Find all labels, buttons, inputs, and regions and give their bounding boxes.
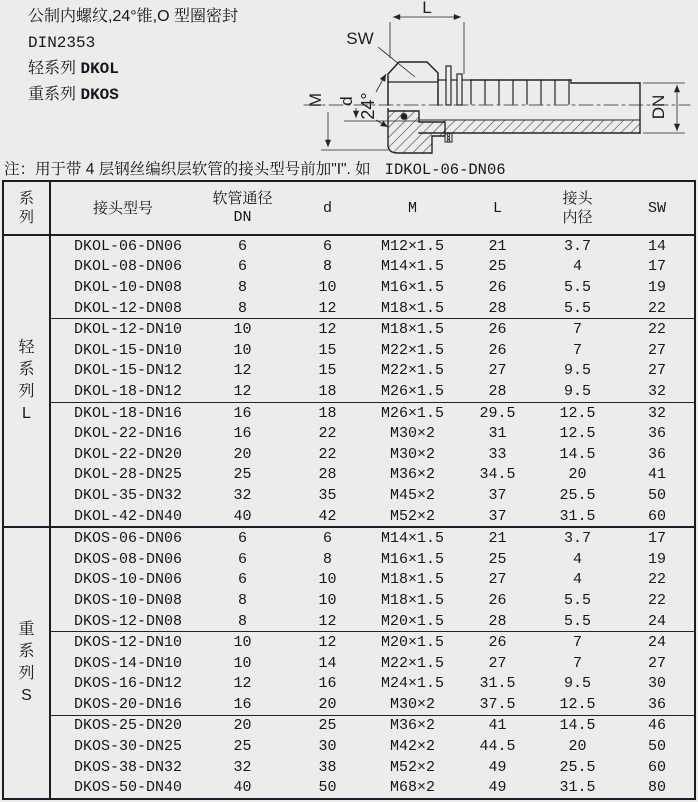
row-group xyxy=(51,528,694,631)
cell-model: DKOS-08-DN06 xyxy=(73,550,183,568)
cell-length: 37 xyxy=(488,507,507,525)
cell-thread: M18×1.5 xyxy=(380,591,444,609)
cell-model: DKOL-12-DN08 xyxy=(73,299,183,317)
cell-thread: M18×1.5 xyxy=(380,571,444,589)
cell-d: 35 xyxy=(318,486,337,504)
table-row xyxy=(51,236,694,257)
note-text: 注：用于带 4 层钢丝编织层软管的接头型号前加"I". 如 xyxy=(4,161,371,178)
cell-d: 15 xyxy=(318,341,337,359)
page-title: 公制内螺纹,24°锥,O 型圈密封 xyxy=(28,8,238,25)
cell-length: 28 xyxy=(488,382,507,400)
cell-wrench-size: 22 xyxy=(647,591,666,609)
cell-thread: M12×1.5 xyxy=(380,237,444,255)
cell-hose-bore: 10 xyxy=(233,654,252,672)
series-char: 列 xyxy=(18,665,35,683)
th-model-label: 接头型号 xyxy=(92,199,153,217)
th-series-line2: 列 xyxy=(18,209,34,226)
table-row xyxy=(51,381,694,402)
cell-inner-diameter: 25.5 xyxy=(559,486,596,504)
cell-d: 16 xyxy=(318,675,337,693)
cell-inner-diameter: 7 xyxy=(572,321,582,339)
cell-d: 8 xyxy=(322,550,332,568)
cell-wrench-size: 24 xyxy=(647,634,666,652)
cell-length: 26 xyxy=(488,341,507,359)
cell-length: 26 xyxy=(488,321,507,339)
cell-wrench-size: 14 xyxy=(647,237,666,255)
cell-thread: M26×1.5 xyxy=(380,404,444,422)
cell-wrench-size: 80 xyxy=(647,779,666,797)
th-length-label: L xyxy=(492,199,502,217)
cell-model: DKOL-10-DN08 xyxy=(73,278,183,296)
dim-label-bore: DN xyxy=(649,94,668,120)
description-block xyxy=(28,4,238,108)
cell-length: 34.5 xyxy=(479,466,516,484)
cell-d: 18 xyxy=(318,382,337,400)
cell-hose-bore: 16 xyxy=(233,425,252,443)
cell-model: DKOS-14-DN10 xyxy=(73,654,183,672)
table-section xyxy=(51,236,694,526)
cell-wrench-size: 24 xyxy=(647,612,666,630)
cell-length: 21 xyxy=(488,530,507,548)
cell-d: 6 xyxy=(322,530,332,548)
th-series-line1: 系 xyxy=(18,190,34,207)
cell-wrench-size: 19 xyxy=(647,278,666,296)
cell-wrench-size: 27 xyxy=(647,654,666,672)
th-hose-bore-line1: 软管通径 xyxy=(212,190,273,207)
cell-model: DKOS-30-DN25 xyxy=(73,738,183,756)
th-inner-diameter-line2: 内径 xyxy=(562,209,593,226)
cell-thread: M30×2 xyxy=(389,695,435,713)
table-row xyxy=(51,465,694,486)
cell-wrench-size: 27 xyxy=(647,362,666,380)
cell-hose-bore: 6 xyxy=(237,530,247,548)
th-model xyxy=(51,182,195,234)
cell-model: DKOS-06-DN06 xyxy=(73,530,183,548)
cell-length: 29.5 xyxy=(479,404,516,422)
cell-hose-bore: 12 xyxy=(233,362,252,380)
cell-model: DKOL-18-DN16 xyxy=(73,404,183,422)
cell-model: DKOS-12-DN08 xyxy=(73,612,183,630)
cell-hose-bore: 40 xyxy=(233,507,252,525)
cell-wrench-size: 22 xyxy=(647,321,666,339)
row-group xyxy=(51,318,694,401)
cell-hose-bore: 25 xyxy=(233,466,252,484)
cell-model: DKOL-22-DN20 xyxy=(73,445,183,463)
table-row xyxy=(51,319,694,340)
cell-d: 12 xyxy=(318,299,337,317)
cell-length: 28 xyxy=(488,299,507,317)
cell-d: 18 xyxy=(318,404,337,422)
cell-wrench-size: 17 xyxy=(647,530,666,548)
cell-inner-diameter: 4 xyxy=(572,258,582,276)
cell-thread: M42×2 xyxy=(389,738,435,756)
cell-length: 49 xyxy=(488,779,507,797)
cell-model: DKOS-12-DN10 xyxy=(73,634,183,652)
spec-table xyxy=(2,180,696,800)
th-length xyxy=(460,182,535,234)
cell-d: 25 xyxy=(318,717,337,735)
cell-hose-bore: 16 xyxy=(233,404,252,422)
table-row xyxy=(51,777,694,798)
cell-hose-bore: 8 xyxy=(237,591,247,609)
table-row xyxy=(51,694,694,715)
th-wrench-size xyxy=(620,182,694,234)
cell-inner-diameter: 25.5 xyxy=(559,758,596,776)
cell-length: 26 xyxy=(488,634,507,652)
cell-d: 10 xyxy=(318,278,337,296)
cell-hose-bore: 10 xyxy=(233,341,252,359)
cell-thread: M52×2 xyxy=(389,758,435,776)
cell-model: DKOS-10-DN06 xyxy=(73,571,183,589)
table-row xyxy=(51,549,694,570)
table-header-row xyxy=(4,182,694,236)
table-row xyxy=(51,590,694,611)
cell-model: DKOS-25-DN20 xyxy=(73,717,183,735)
cell-inner-diameter: 12.5 xyxy=(559,425,596,443)
series-cell-heavy xyxy=(4,526,49,798)
th-wrench-size-label: SW xyxy=(647,199,666,217)
cell-length: 33 xyxy=(488,445,507,463)
cell-thread: M16×1.5 xyxy=(380,278,444,296)
table-row xyxy=(51,361,694,382)
cell-d: 28 xyxy=(318,466,337,484)
table-row xyxy=(51,528,694,549)
cell-length: 31.5 xyxy=(479,675,516,693)
cell-hose-bore: 10 xyxy=(233,634,252,652)
cell-hose-bore: 8 xyxy=(237,299,247,317)
cell-inner-diameter: 5.5 xyxy=(563,612,591,630)
heavy-series-line xyxy=(28,82,238,108)
table-series-col xyxy=(4,236,51,798)
cell-inner-diameter: 5.5 xyxy=(563,591,591,609)
cell-d: 12 xyxy=(318,634,337,652)
th-d-label: d xyxy=(322,199,332,217)
cell-model: DKOL-06-DN06 xyxy=(73,237,183,255)
cell-wrench-size: 30 xyxy=(647,675,666,693)
cell-hose-bore: 32 xyxy=(233,486,252,504)
cell-inner-diameter: 31.5 xyxy=(559,507,596,525)
th-thread-label: M xyxy=(407,199,417,217)
cell-wrench-size: 50 xyxy=(647,738,666,756)
cell-wrench-size: 32 xyxy=(647,404,666,422)
cell-d: 15 xyxy=(318,362,337,380)
cell-thread: M36×2 xyxy=(389,466,435,484)
table-row xyxy=(51,485,694,506)
cell-thread: M22×1.5 xyxy=(380,654,444,672)
cell-inner-diameter: 3.7 xyxy=(563,237,591,255)
cell-thread: M18×1.5 xyxy=(380,299,444,317)
table-section xyxy=(51,526,694,798)
cell-d: 8 xyxy=(322,258,332,276)
dim-label-length: L xyxy=(422,0,432,17)
cell-thread: M24×1.5 xyxy=(380,675,444,693)
cell-wrench-size: 60 xyxy=(647,507,666,525)
cell-thread: M30×2 xyxy=(389,445,435,463)
standard-number: DIN2353 xyxy=(28,34,96,52)
table-row xyxy=(51,736,694,757)
cell-model: DKOL-12-DN10 xyxy=(73,321,183,339)
cell-hose-bore: 6 xyxy=(237,258,247,276)
cell-d: 42 xyxy=(318,507,337,525)
series-cell-light xyxy=(4,236,49,526)
cell-length: 28 xyxy=(488,612,507,630)
cell-thread: M22×1.5 xyxy=(380,362,444,380)
cell-hose-bore: 12 xyxy=(233,382,252,400)
cell-model: DKOS-50-DN40 xyxy=(73,779,183,797)
cell-inner-diameter: 9.5 xyxy=(563,362,591,380)
th-inner-diameter xyxy=(535,182,620,234)
cell-thread: M68×2 xyxy=(389,779,435,797)
cell-model: DKOL-28-DN25 xyxy=(73,466,183,484)
cell-hose-bore: 20 xyxy=(233,717,252,735)
cell-model: DKOL-35-DN32 xyxy=(73,486,183,504)
cell-length: 37 xyxy=(488,486,507,504)
series-char: S xyxy=(21,687,32,705)
cell-model: DKOS-16-DN12 xyxy=(73,675,183,693)
cell-hose-bore: 8 xyxy=(237,278,247,296)
cell-inner-diameter: 14.5 xyxy=(559,445,596,463)
cell-thread: M20×1.5 xyxy=(380,612,444,630)
cell-length: 27 xyxy=(488,654,507,672)
cell-d: 22 xyxy=(318,425,337,443)
cell-wrench-size: 27 xyxy=(647,341,666,359)
cell-thread: M18×1.5 xyxy=(380,321,444,339)
table-row xyxy=(51,632,694,653)
cell-inner-diameter: 31.5 xyxy=(559,779,596,797)
cell-thread: M26×1.5 xyxy=(380,382,444,400)
o-ring-seal xyxy=(401,113,408,120)
cell-inner-diameter: 20 xyxy=(568,738,587,756)
cell-thread: M14×1.5 xyxy=(380,530,444,548)
cell-inner-diameter: 5.5 xyxy=(563,278,591,296)
cell-inner-diameter: 9.5 xyxy=(563,382,591,400)
cell-length: 31 xyxy=(488,425,507,443)
cell-length: 49 xyxy=(488,758,507,776)
cell-thread: M45×2 xyxy=(389,486,435,504)
row-group xyxy=(51,631,694,714)
cell-hose-bore: 40 xyxy=(233,779,252,797)
table-row xyxy=(51,444,694,465)
cell-inner-diameter: 12.5 xyxy=(559,695,596,713)
table-row xyxy=(51,340,694,361)
table-row xyxy=(51,257,694,278)
table-row xyxy=(51,506,694,527)
table-row xyxy=(51,298,694,319)
th-thread xyxy=(365,182,460,234)
cell-length: 26 xyxy=(488,591,507,609)
note-line xyxy=(4,157,506,179)
th-hose-bore-line2: DN xyxy=(233,209,252,226)
table-row xyxy=(51,716,694,737)
table-data-area xyxy=(51,236,694,798)
table-row xyxy=(51,653,694,674)
cell-inner-diameter: 12.5 xyxy=(559,404,596,422)
row-group xyxy=(51,236,694,318)
cell-wrench-size: 41 xyxy=(647,466,666,484)
th-d xyxy=(290,182,365,234)
row-group xyxy=(51,715,694,798)
series-char: 重 xyxy=(18,621,35,639)
light-series-line xyxy=(28,56,238,82)
table-row xyxy=(51,757,694,778)
cell-d: 38 xyxy=(318,758,337,776)
cell-wrench-size: 22 xyxy=(647,571,666,589)
cell-inner-diameter: 7 xyxy=(572,654,582,672)
fitting-technical-drawing xyxy=(288,0,698,158)
table-row xyxy=(51,423,694,444)
cell-thread: M52×2 xyxy=(389,507,435,525)
cell-d: 10 xyxy=(318,571,337,589)
cell-inner-diameter: 7 xyxy=(572,341,582,359)
cell-model: DKOL-08-DN06 xyxy=(73,258,183,276)
cell-model: DKOL-22-DN16 xyxy=(73,425,183,443)
table-row xyxy=(51,277,694,298)
th-hose-bore xyxy=(195,182,290,234)
cell-hose-bore: 16 xyxy=(233,695,252,713)
series-char: 轻 xyxy=(18,339,35,357)
cell-inner-diameter: 3.7 xyxy=(563,530,591,548)
cell-wrench-size: 17 xyxy=(647,258,666,276)
note-example-model: IDKOL-06-DN06 xyxy=(384,161,506,179)
cell-model: DKOL-15-DN12 xyxy=(73,362,183,380)
series-char: L xyxy=(22,405,31,423)
cell-d: 6 xyxy=(322,237,332,255)
cell-wrench-size: 36 xyxy=(647,425,666,443)
cell-d: 50 xyxy=(318,779,337,797)
series-char: 系 xyxy=(18,361,35,379)
cell-inner-diameter: 9.5 xyxy=(563,675,591,693)
cell-length: 25 xyxy=(488,550,507,568)
heavy-series-label: 重系列 xyxy=(28,86,77,103)
cell-hose-bore: 6 xyxy=(237,550,247,568)
cell-inner-diameter: 4 xyxy=(572,571,582,589)
cell-d: 20 xyxy=(318,695,337,713)
table-row xyxy=(51,674,694,695)
cell-inner-diameter: 4 xyxy=(572,550,582,568)
cell-model: DKOS-38-DN32 xyxy=(73,758,183,776)
cell-length: 27 xyxy=(488,362,507,380)
table-row xyxy=(51,611,694,632)
th-series xyxy=(4,182,51,234)
cell-hose-bore: 25 xyxy=(233,738,252,756)
cell-length: 41 xyxy=(488,717,507,735)
cell-d: 30 xyxy=(318,738,337,756)
cell-d: 22 xyxy=(318,445,337,463)
dim-label-wrench-size: SW xyxy=(346,29,374,48)
cell-inner-diameter: 7 xyxy=(572,634,582,652)
cell-thread: M30×2 xyxy=(389,425,435,443)
cell-d: 12 xyxy=(318,321,337,339)
cell-wrench-size: 60 xyxy=(647,758,666,776)
th-inner-diameter-line1: 接头 xyxy=(562,190,593,207)
cell-thread: M14×1.5 xyxy=(380,258,444,276)
cell-thread: M20×1.5 xyxy=(380,634,444,652)
cell-d: 12 xyxy=(318,612,337,630)
cell-length: 21 xyxy=(488,237,507,255)
light-series-label: 轻系列 xyxy=(28,60,77,77)
cell-hose-bore: 6 xyxy=(237,571,247,589)
cell-inner-diameter: 14.5 xyxy=(559,717,596,735)
cell-model: DKOS-10-DN08 xyxy=(73,591,183,609)
cell-length: 44.5 xyxy=(479,738,516,756)
dim-label-thread: M xyxy=(306,92,325,108)
cell-inner-diameter: 5.5 xyxy=(563,299,591,317)
cell-model: DKOS-20-DN16 xyxy=(73,695,183,713)
cell-model: DKOL-15-DN10 xyxy=(73,341,183,359)
table-row xyxy=(51,403,694,424)
cell-thread: M16×1.5 xyxy=(380,550,444,568)
light-series-code: DKOL xyxy=(80,60,119,78)
cell-length: 27 xyxy=(488,571,507,589)
heavy-series-code: DKOS xyxy=(80,86,119,104)
cell-hose-bore: 8 xyxy=(237,612,247,630)
cell-length: 26 xyxy=(488,278,507,296)
cell-hose-bore: 12 xyxy=(233,675,252,693)
cell-inner-diameter: 20 xyxy=(568,466,587,484)
cell-wrench-size: 19 xyxy=(647,550,666,568)
cell-length: 25 xyxy=(488,258,507,276)
cell-hose-bore: 20 xyxy=(233,445,252,463)
cell-thread: M36×2 xyxy=(389,717,435,735)
cell-wrench-size: 36 xyxy=(647,695,666,713)
cell-d: 10 xyxy=(318,591,337,609)
cell-model: DKOL-42-DN40 xyxy=(73,507,183,525)
cell-hose-bore: 10 xyxy=(233,321,252,339)
dim-label-diameter: d xyxy=(337,96,356,106)
table-body xyxy=(4,236,694,798)
cell-length: 37.5 xyxy=(479,695,516,713)
row-group xyxy=(51,402,694,527)
table-row xyxy=(51,570,694,591)
dim-label-cone-angle: 24° xyxy=(358,92,378,120)
cell-wrench-size: 36 xyxy=(647,445,666,463)
cell-wrench-size: 50 xyxy=(647,486,666,504)
series-char: 列 xyxy=(18,383,35,401)
cell-thread: M22×1.5 xyxy=(380,341,444,359)
cell-wrench-size: 22 xyxy=(647,299,666,317)
cell-hose-bore: 32 xyxy=(233,758,252,776)
cell-hose-bore: 6 xyxy=(237,237,247,255)
cell-model: DKOL-18-DN12 xyxy=(73,382,183,400)
series-char: 系 xyxy=(18,643,35,661)
cell-wrench-size: 46 xyxy=(647,717,666,735)
cell-wrench-size: 32 xyxy=(647,382,666,400)
cell-d: 14 xyxy=(318,654,337,672)
